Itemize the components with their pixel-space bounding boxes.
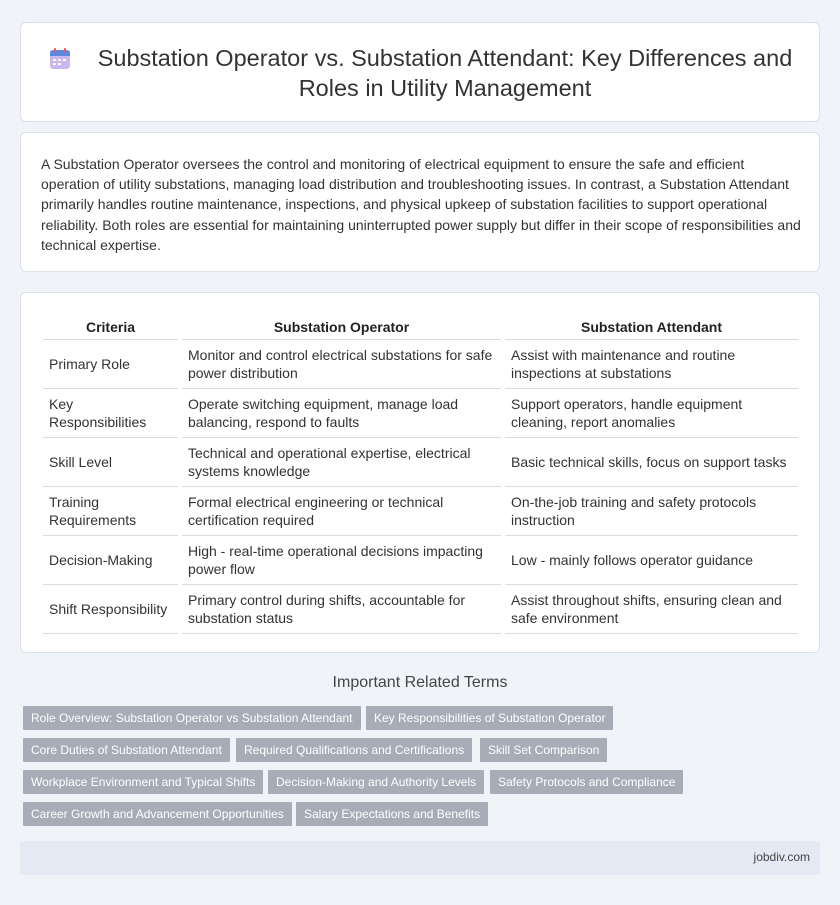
header-attendant: Substation Attendant xyxy=(503,317,798,340)
table-row xyxy=(43,536,798,585)
tag-link[interactable]: Core Duties of Substation Attendant xyxy=(23,738,230,762)
table-cell: High - real-time operational decisions impacting power flow xyxy=(180,536,503,585)
table-cell: Primary Role xyxy=(43,340,180,389)
table-cell: Primary control during shifts, accountable for substation status xyxy=(180,585,503,634)
comparison-table xyxy=(43,317,798,634)
tag-link[interactable]: Required Qualifications and Certifications xyxy=(236,738,472,762)
tag-link[interactable]: Decision-Making and Authority Levels xyxy=(268,770,484,794)
table-header-row xyxy=(43,317,798,340)
table-cell: Shift Responsibility xyxy=(43,585,180,634)
page-title: Substation Operator vs. Substation Attendant: Key Differences and Roles in Utility Management xyxy=(97,45,793,101)
comparison-card xyxy=(20,292,820,653)
tag-link[interactable]: Workplace Environment and Typical Shifts xyxy=(23,770,263,794)
tag-link[interactable]: Safety Protocols and Compliance xyxy=(490,770,683,794)
header-operator: Substation Operator xyxy=(180,317,503,340)
intro-text: A Substation Operator oversees the control and monitoring of electrical equipment to ensure the safe and efficient operation of utility substations, managing load distribution and troubleshooting issues. In contrast, a Substation Attendant primarily handles routine maintenance, inspections, and physical upkeep of substation facilities to support operational reliability. Both roles are essential for maintaining uninterrupted power supply but differ in their scope of responsibilities and technical expertise. xyxy=(41,156,801,253)
table-cell: Support operators, handle equipment cleaning, report anomalies xyxy=(503,389,798,438)
table-cell: Operate switching equipment, manage load balancing, respond to faults xyxy=(180,389,503,438)
tag-link[interactable]: Skill Set Comparison xyxy=(480,738,607,762)
table-cell: Skill Level xyxy=(43,438,180,487)
table-row xyxy=(43,438,798,487)
footer-site[interactable]: jobdiv.com xyxy=(753,850,810,864)
intro-card xyxy=(20,132,820,272)
table-cell: Key Responsibilities xyxy=(43,389,180,438)
table-row xyxy=(43,340,798,389)
table-cell: Basic technical skills, focus on support tasks xyxy=(503,438,798,487)
table-cell: Decision-Making xyxy=(43,536,180,585)
tag-link[interactable]: Key Responsibilities of Substation Operator xyxy=(366,706,613,730)
calendar-icon xyxy=(48,47,72,71)
tag-link[interactable]: Salary Expectations and Benefits xyxy=(296,802,488,826)
table-row xyxy=(43,389,798,438)
footer xyxy=(20,841,820,875)
table-row xyxy=(43,487,798,536)
header-criteria: Criteria xyxy=(43,317,180,340)
table-cell: Assist with maintenance and routine inspections at substations xyxy=(503,340,798,389)
related-terms-title: Important Related Terms xyxy=(332,674,508,691)
tag-link[interactable]: Career Growth and Advancement Opportunities xyxy=(23,802,292,826)
table-cell: Assist throughout shifts, ensuring clean and safe environment xyxy=(503,585,798,634)
table-cell: Technical and operational expertise, electrical systems knowledge xyxy=(180,438,503,487)
table-row xyxy=(43,585,798,634)
tag-link[interactable]: Role Overview: Substation Operator vs Substation Attendant xyxy=(23,706,361,730)
table-cell: On-the-job training and safety protocols instruction xyxy=(503,487,798,536)
table-cell: Formal electrical engineering or technical certification required xyxy=(180,487,503,536)
table-cell: Low - mainly follows operator guidance xyxy=(503,536,798,585)
table-cell: Monitor and control electrical substations for safe power distribution xyxy=(180,340,503,389)
table-cell: Training Requirements xyxy=(43,487,180,536)
header-card xyxy=(20,22,820,122)
